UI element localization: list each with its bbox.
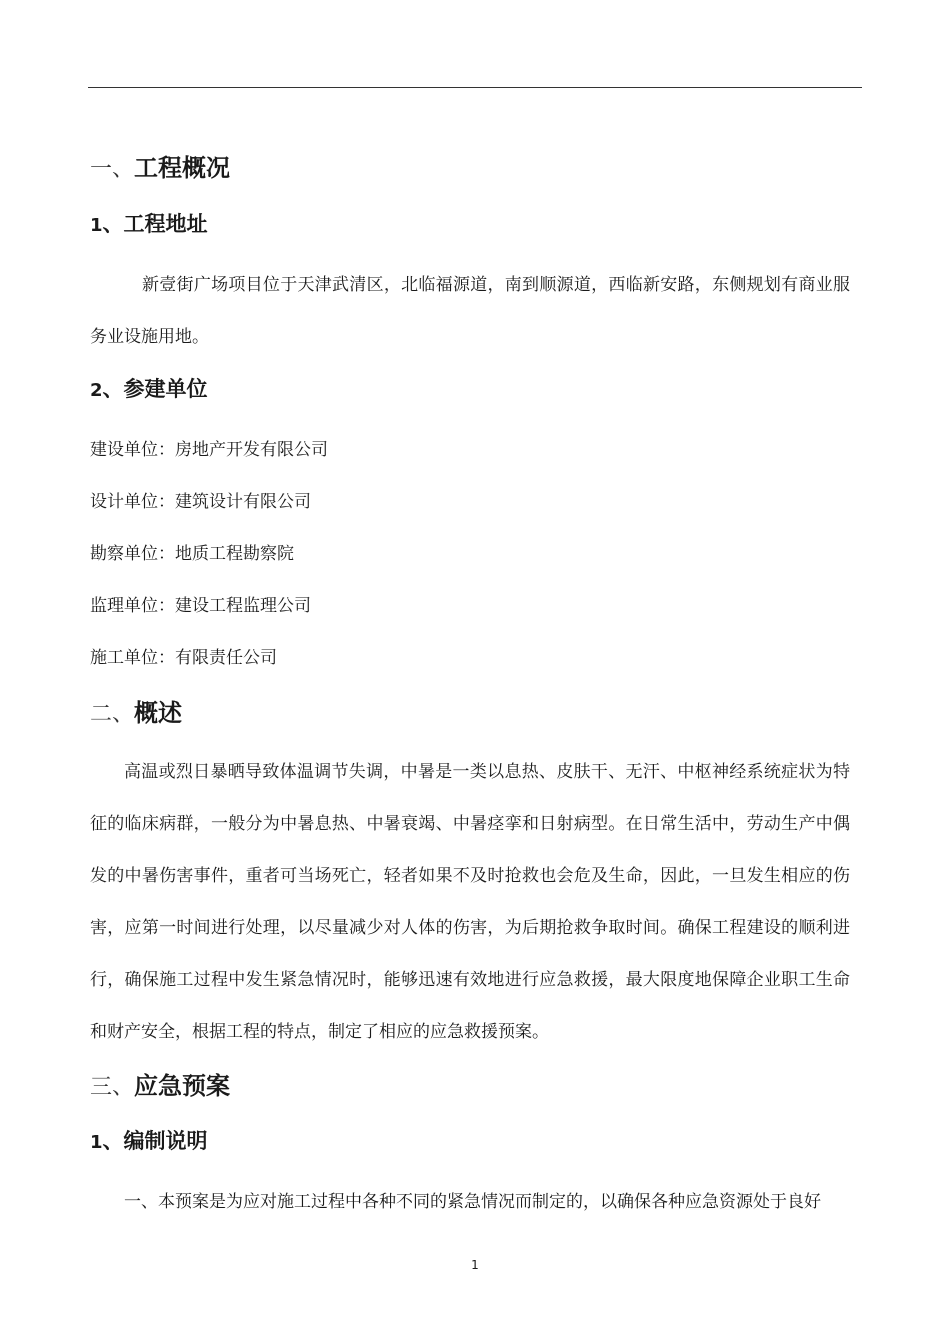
unit-line-design: 设计单位：建筑设计有限公司 — [90, 492, 311, 512]
project-address-paragraph: 新壹街广场项目位于天津武清区，北临福源道，南到顺源道，西临新安路，东侧规划有商业服务业设施用地。 — [90, 275, 850, 347]
subsection-heading-1-1: 1、工程地址 — [90, 212, 208, 236]
subsection-heading-1-2: 2、参建单位 — [90, 377, 208, 401]
header-rule — [88, 87, 862, 88]
overview-paragraph: 高温或烈日暴晒导致体温调节失调，中暑是一类以息热、皮肤干、无汗、中枢神经系统症状为特征的临床病群，一般分为中暑息热、中暑衰竭、中暑痉挛和日射病型。在日常生活中，劳动生产中偶发的中暑伤害事件，重者可当场死亡，轻者如果不及时抢救也会危及生命，因此，一旦发生相应的伤害，应第一时间进行处理，以尽量减少对人体的伤害，为后期抢救争取时间。确保工程建设的顺利进行，确保施工过程中发生紧急情况时，能够迅速有效地进行应急救援，最大限度地保障企业职工生命和财产安全，根据工程的特点，制定了相应的应急救援预案。 — [90, 762, 850, 1042]
unit-line-supervision: 监理单位：建设工程监理公司 — [90, 596, 311, 616]
subsection-heading-3-1: 1、编制说明 — [90, 1129, 208, 1153]
unit-line-contractor: 施工单位：有限责任公司 — [90, 648, 277, 668]
section-heading-1: 一、工程概况 — [90, 154, 231, 182]
unit-line-construction: 建设单位：房地产开发有限公司 — [90, 440, 328, 460]
page-number: 1 — [471, 1258, 479, 1272]
section-heading-2: 二、概述 — [90, 699, 183, 727]
unit-line-survey: 勘察单位：地质工程勘察院 — [90, 544, 294, 564]
section-heading-3: 三、应急预案 — [90, 1072, 231, 1100]
compilation-note-paragraph: 一、本预案是为应对施工过程中各种不同的紧急情况而制定的，以确保各种应急资源处于良好 — [124, 1192, 821, 1212]
